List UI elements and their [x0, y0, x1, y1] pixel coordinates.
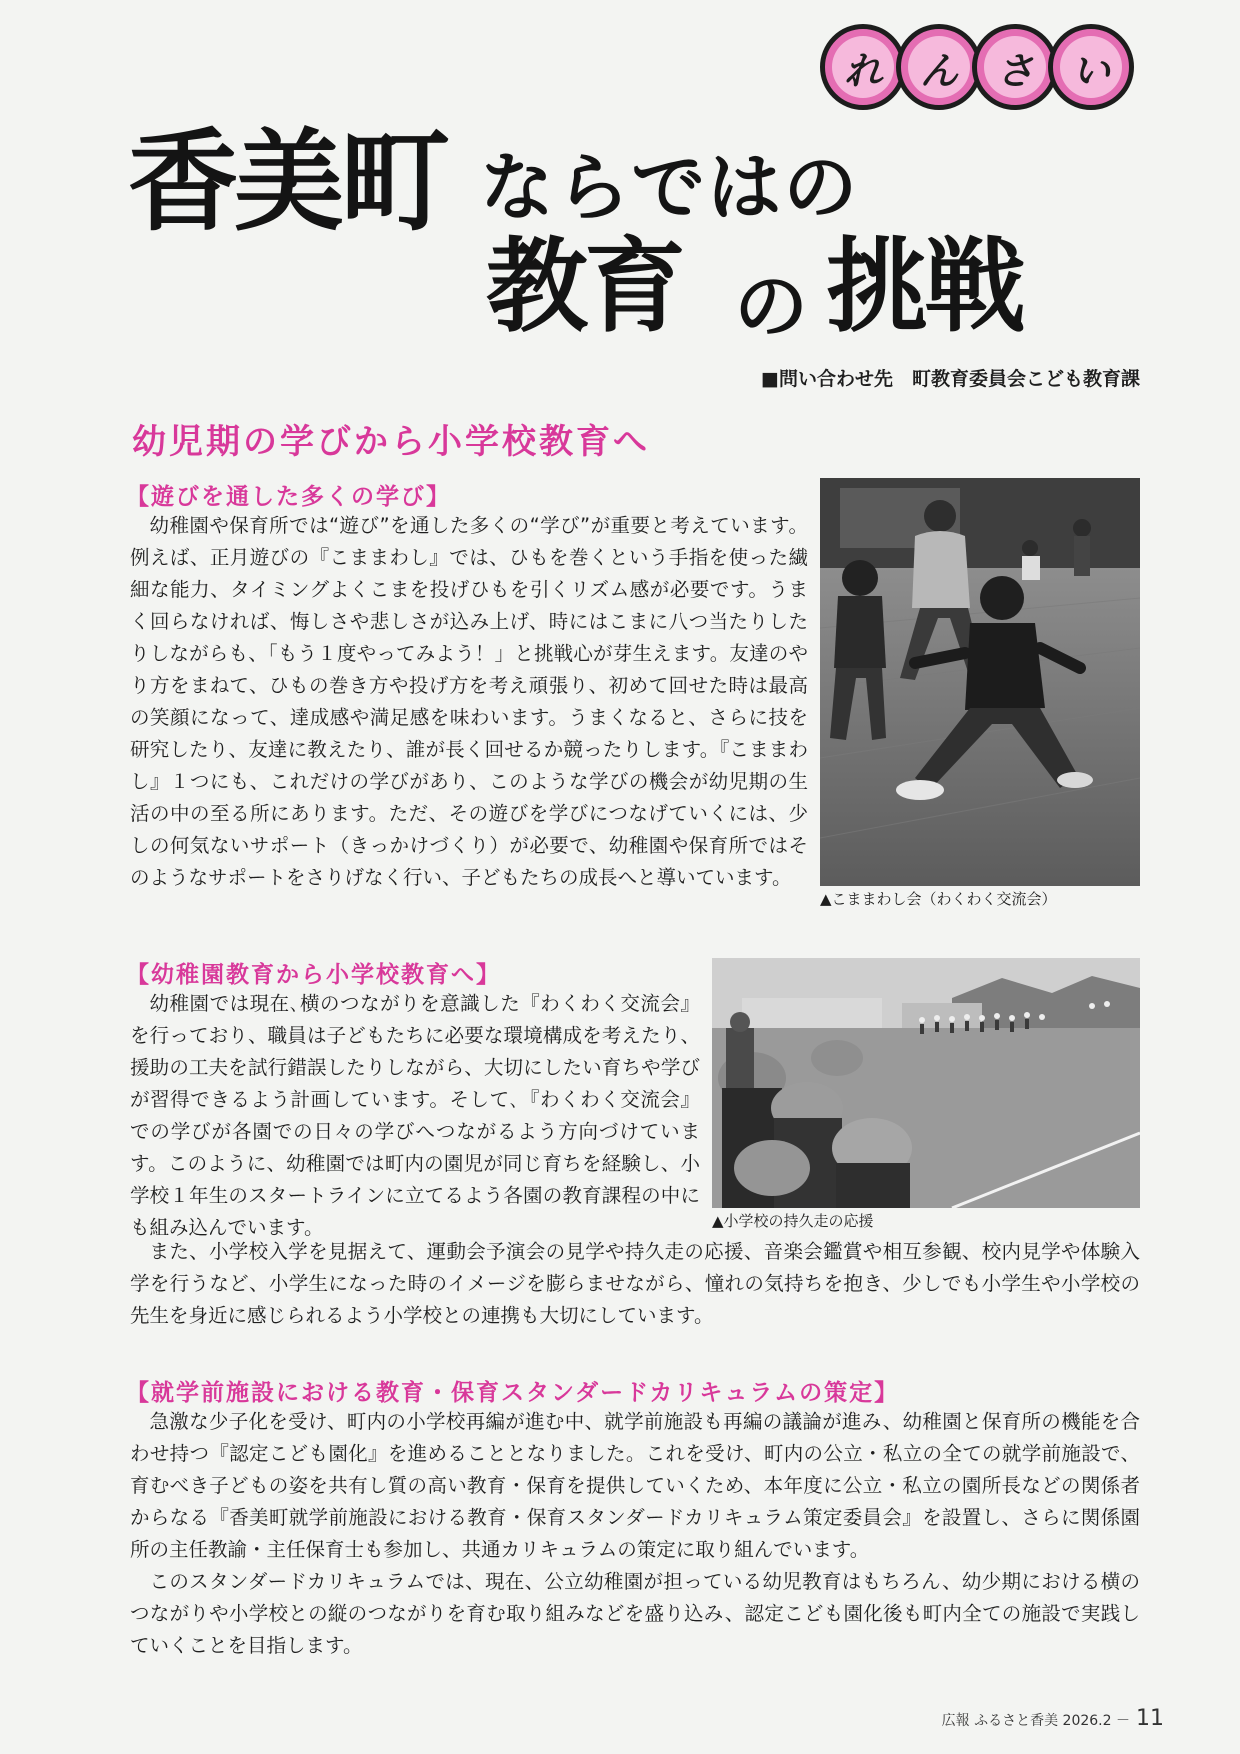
caption-endurance-run: ▲小学校の持久走の応援: [712, 1212, 874, 1230]
body-standard-curriculum-1: 急激な少子化を受け、町内の小学校再編が進む中、就学前施設も再編の議論が進み、幼稚園と保育所の機能を合わせ持つ『認定こども園化』を進めることとなりました。これを受け、町内の公立・私立の全ての就学前施設で、育むべき子どもの姿を共有し質の高い教育・保育を提供していくため、本年度に公立・私立の園所長などの関係者からなる『香美町就学前施設における教育・保育スタンダードカリキュラム策定委員会』を設置し、さらに関係園所の主任教諭・主任保育士も参加し、共通カリキュラムの策定に取り組んでいます。: [130, 1410, 1140, 1561]
page-footer: [942, 1706, 1164, 1731]
photo-endurance-run: [712, 958, 1140, 1208]
body-kindergarten-to-school-2: また、小学校入学を見据えて、運動会予演会の見学や持久走の応援、音楽会鑑賞や相互参観、校内見学や体験入学を行うなど、小学生になった時のイメージを膨らませながら、憧れの気持ちを抱き、少しでも小学生や小学校の先生を身近に感じられるよう小学校との連携も大切にしています。: [130, 1240, 1140, 1327]
rensai-circle: れ: [820, 24, 906, 110]
rensai-badge: [820, 24, 1140, 120]
rensai-circle: さ: [972, 24, 1058, 110]
photo-koma-mawashi: [820, 478, 1140, 886]
body-kindergarten-to-school-1: 幼稚園では現在､横のつながりを意識した『わくわく交流会』を行っており、職員は子どもたちに必要な環境構成を考えたり、援助の工夫を試行錯誤したりしながら、大切にしたい育ちや学びが習得できるよう計画しています。そして､『わくわく交流会』での学びが各園での日々の学びへつながるよう方向づけています。このように、幼稚園では町内の園児が同じ育ちを経験し、小学校１年生のスタートラインに立てるよう各園の教育課程の中にも組み込んでいます。: [130, 992, 700, 1239]
rensai-circle: い: [1048, 24, 1134, 110]
subheading-kindergarten-to-school: 【幼稚園教育から小学校教育へ】: [126, 962, 501, 988]
title-no: の: [734, 264, 804, 350]
title-naradewano: ならではの: [480, 145, 860, 231]
page-number: 11: [1136, 1706, 1164, 1731]
title-education: 教育: [486, 228, 682, 347]
caption-koma-mawashi: ▲こままわし会（わくわく交流会）: [820, 890, 1057, 908]
section-title: 幼児期の学びから小学校教育へ: [132, 422, 650, 462]
body-standard-curriculum-2: このスタンダードカリキュラムでは、現在、公立幼稚園が担っている幼児教育はもちろん、幼少期における横のつながりや小学校との縦のつながりを育む取り組みなどを盛り込み、認定こども園化後も町内全ての施設で実践していくことを目指します。: [130, 1570, 1140, 1657]
contact-info: ■問い合わせ先 町教育委員会こども教育課: [761, 368, 1140, 390]
publication-name: 広報 ふるさと香美 2026.2 －: [941, 1713, 1130, 1729]
body-play-learning: 幼稚園や保育所では“遊び”を通した多くの“学び”が重要と考えています。例えば、正月遊びの『こままわし』では、ひもを巻くという手指を使った繊細な能力、タイミングよくこまを投げひもを引くリズム感が必要です。うまく回らなければ、悔しさや悲しさが込み上げ、時にはこまに八つ当たりしたりしながらも、「もう１度やってみよう！」と挑戦心が芽生えます。友達のやり方をまねて、ひもの巻き方や投げ方を考え頑張り、初めて回せた時は最高の笑顔になって、達成感や満足感を味わいます。うまくなると、さらに技を研究したり、友達に教えたり、誰が長く回せるか競ったりします。『こままわし』１つにも、これだけの学びがあり、このような学びの機会が幼児期の生活の中の至る所にあります。ただ、その遊びを学びにつなげていくには、少しの何気ないサポート（きっかけづくり）が必要で、幼稚園や保育所ではそのようなサポートをさりげなく行い、子どもたちの成長へと導いています。: [130, 514, 808, 889]
rensai-circle: ん: [896, 24, 982, 110]
subheading-play-learning: 【遊びを通した多くの学び】: [126, 484, 451, 510]
title-challenge: 挑戦: [826, 228, 1022, 347]
subheading-standard-curriculum: 【就学前施設における教育・保育スタンダードカリキュラムの策定】: [126, 1380, 900, 1406]
title-town-name: 香美町: [128, 118, 446, 246]
